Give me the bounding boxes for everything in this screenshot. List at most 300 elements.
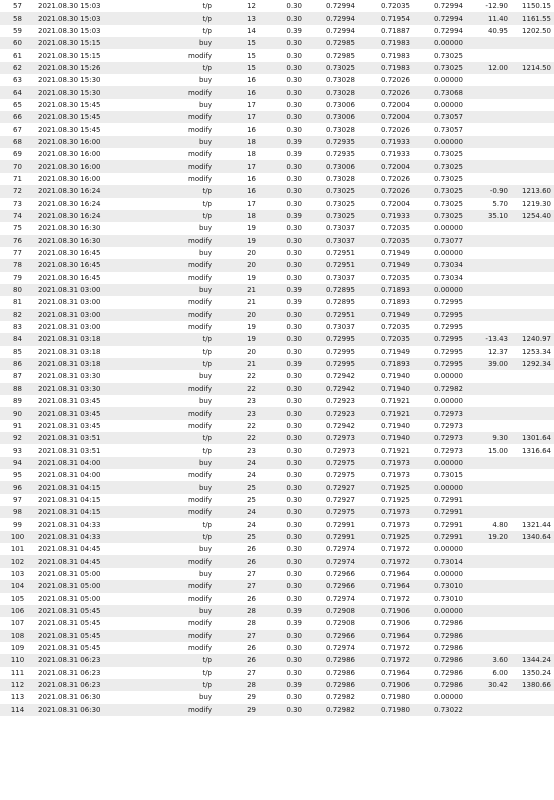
order-index-cell: 61 [13,51,22,60]
table-row[interactable] [0,185,554,197]
order-type-cell: t/p [202,656,212,665]
order-type-cell: modify [188,409,212,418]
order-tp-cell: 0.72973 [434,421,463,430]
order-balance-cell: 1380.66 [522,681,551,690]
order-type-cell: t/p [202,335,212,344]
order-profit-cell: 12.37 [487,347,508,356]
order-id-cell: 23 [247,397,256,406]
order-profit-cell [466,605,511,617]
order-time-cell: 2021.08.30 16:24 [38,187,101,196]
table-row[interactable] [0,642,554,654]
order-tp-cell: 0.73057 [434,113,463,122]
order-sl-cell: 0.71949 [381,249,410,258]
order-tp-cell: 0.72995 [434,335,463,344]
order-price-cell: 0.73028 [326,174,355,183]
order-sl-cell: 0.71940 [381,384,410,393]
order-id-cell: 23 [247,446,256,455]
table-row[interactable] [0,222,554,234]
order-balance-cell [511,630,554,642]
order-sl-cell: 0.71964 [381,569,410,578]
order-time-cell: 2021.08.30 16:30 [38,224,101,233]
order-tp-cell: 0.72994 [434,14,463,23]
order-sl-cell: 0.72035 [381,236,410,245]
table-row[interactable] [0,481,554,493]
order-balance-cell: 1253.34 [522,347,551,356]
order-index-cell: 87 [13,372,22,381]
order-balance-cell [511,617,554,629]
order-sl-cell: 0.71940 [381,421,410,430]
order-index-cell: 74 [13,212,22,221]
order-index-cell: 97 [13,495,22,504]
order-type-cell: buy [198,545,212,554]
order-profit-cell [466,148,511,160]
order-price-cell: 0.72975 [326,458,355,467]
order-index-cell: 112 [10,681,25,690]
order-id-cell: 27 [247,631,256,640]
order-profit-cell: 30.42 [487,681,508,690]
order-tp-cell: 0.72986 [434,668,463,677]
order-index-cell: 62 [13,63,22,72]
order-type-cell: modify [188,125,212,134]
order-id-cell: 26 [247,557,256,566]
order-profit-cell [466,99,511,111]
order-size-cell: 0.30 [286,76,302,85]
table-row[interactable] [0,420,554,432]
table-row[interactable] [0,605,554,617]
table-row[interactable] [0,284,554,296]
order-price-cell: 0.73037 [326,323,355,332]
table-row[interactable] [0,432,554,444]
order-index-cell: 98 [13,508,22,517]
table-row[interactable] [0,272,554,284]
order-id-cell: 16 [247,76,256,85]
order-type-cell: t/p [202,212,212,221]
table-row[interactable] [0,531,554,543]
order-sl-cell: 0.72026 [381,187,410,196]
table-row[interactable] [0,111,554,123]
order-time-cell: 2021.08.31 03:00 [38,310,101,319]
order-size-cell: 0.39 [286,619,302,628]
order-price-cell: 0.72986 [326,668,355,677]
table-row[interactable] [0,235,554,247]
table-row[interactable] [0,457,554,469]
order-id-cell: 21 [247,360,256,369]
order-tp-cell: 0.73025 [434,199,463,208]
table-row[interactable] [0,518,554,530]
order-type-cell: modify [188,619,212,628]
order-tp-cell: 0.72986 [434,644,463,653]
order-sl-cell: 0.72026 [381,88,410,97]
order-price-cell: 0.72942 [326,421,355,430]
order-sl-cell: 0.71964 [381,668,410,677]
order-profit-cell [466,370,511,382]
order-balance-cell [511,568,554,580]
order-price-cell: 0.72923 [326,397,355,406]
table-row[interactable] [0,358,554,370]
order-profit-cell [466,321,511,333]
order-time-cell: 2021.08.30 16:00 [38,174,101,183]
order-index-cell: 69 [13,150,22,159]
order-index-cell: 96 [13,483,22,492]
order-tp-cell: 0.72986 [434,631,463,640]
order-id-cell: 16 [247,187,256,196]
order-size-cell: 0.30 [286,63,302,72]
order-profit-cell [466,617,511,629]
order-id-cell: 27 [247,582,256,591]
order-balance-cell: 1321.44 [522,520,551,529]
order-size-cell: 0.30 [286,273,302,282]
order-type-cell: modify [188,557,212,566]
order-type-cell: modify [188,631,212,640]
order-time-cell: 2021.08.31 03:00 [38,323,101,332]
table-row[interactable] [0,136,554,148]
order-sl-cell: 0.71906 [381,607,410,616]
table-row[interactable] [0,346,554,358]
table-row[interactable] [0,0,554,12]
order-sl-cell: 0.71906 [381,681,410,690]
table-row[interactable] [0,667,554,679]
order-sl-cell: 0.72026 [381,76,410,85]
order-sl-cell: 0.71973 [381,520,410,529]
order-time-cell: 2021.08.30 15:03 [38,14,101,23]
order-size-cell: 0.30 [286,199,302,208]
order-index-cell: 106 [10,607,25,616]
order-type-cell: buy [198,224,212,233]
order-index-cell: 64 [13,88,22,97]
order-size-cell: 0.39 [286,286,302,295]
order-price-cell: 0.72895 [326,298,355,307]
order-time-cell: 2021.08.30 15:45 [38,125,101,134]
table-row[interactable] [0,617,554,629]
order-id-cell: 29 [247,693,256,702]
order-id-cell: 18 [247,150,256,159]
order-id-cell: 19 [247,335,256,344]
table-row[interactable] [0,37,554,49]
order-type-cell: buy [198,693,212,702]
order-balance-cell [511,642,554,654]
table-row[interactable] [0,99,554,111]
order-time-cell: 2021.08.31 04:33 [38,532,101,541]
order-time-cell: 2021.08.31 03:18 [38,347,101,356]
table-row[interactable] [0,173,554,185]
order-time-cell: 2021.08.31 04:15 [38,495,101,504]
table-row[interactable] [0,49,554,61]
order-type-cell: t/p [202,520,212,529]
order-price-cell: 0.73037 [326,273,355,282]
order-tp-cell: 0.73025 [434,187,463,196]
order-price-cell: 0.73025 [326,187,355,196]
order-size-cell: 0.30 [286,335,302,344]
order-size-cell: 0.30 [286,483,302,492]
order-profit-cell [466,506,511,518]
table-row[interactable] [0,568,554,580]
order-id-cell: 28 [247,681,256,690]
order-balance-cell: 1150.15 [522,2,551,11]
order-sl-cell: 0.71921 [381,409,410,418]
order-index-cell: 68 [13,137,22,146]
order-index-cell: 66 [13,113,22,122]
table-row[interactable] [0,148,554,160]
table-row[interactable] [0,370,554,382]
order-index-cell: 108 [10,631,25,640]
order-time-cell: 2021.08.31 05:45 [38,631,101,640]
order-type-cell: t/p [202,14,212,23]
order-tp-cell: 0.73025 [434,162,463,171]
table-row[interactable] [0,259,554,271]
order-tp-cell: 0.72986 [434,656,463,665]
order-sl-cell: 0.72004 [381,113,410,122]
order-price-cell: 0.73028 [326,125,355,134]
order-balance-cell [511,543,554,555]
order-time-cell: 2021.08.31 05:45 [38,644,101,653]
order-time-cell: 2021.08.31 03:18 [38,360,101,369]
order-size-cell: 0.30 [286,113,302,122]
order-id-cell: 19 [247,273,256,282]
order-price-cell: 0.72942 [326,384,355,393]
order-time-cell: 2021.08.31 03:00 [38,298,101,307]
order-profit-cell [466,407,511,419]
order-type-cell: modify [188,236,212,245]
order-balance-cell [511,605,554,617]
order-profit-cell: 9.30 [492,434,508,443]
order-size-cell: 0.39 [286,26,302,35]
table-row[interactable] [0,296,554,308]
order-profit-cell: 6.00 [492,668,508,677]
order-tp-cell: 0.72994 [434,26,463,35]
order-price-cell: 0.73025 [326,212,355,221]
order-price-cell: 0.72974 [326,594,355,603]
order-sl-cell: 0.71940 [381,372,410,381]
order-balance-cell [511,148,554,160]
order-type-cell: modify [188,298,212,307]
order-size-cell: 0.39 [286,212,302,221]
order-balance-cell [511,86,554,98]
order-id-cell: 23 [247,409,256,418]
order-price-cell: 0.72982 [326,693,355,702]
order-size-cell: 0.30 [286,224,302,233]
order-type-cell: modify [188,471,212,480]
order-price-cell: 0.72942 [326,372,355,381]
order-balance-cell [511,99,554,111]
order-size-cell: 0.30 [286,88,302,97]
table-row[interactable] [0,704,554,716]
order-tp-cell: 0.73025 [434,150,463,159]
order-id-cell: 26 [247,644,256,653]
order-type-cell: buy [198,483,212,492]
order-price-cell: 0.72927 [326,495,355,504]
order-size-cell: 0.30 [286,174,302,183]
order-balance-cell [511,49,554,61]
table-row[interactable] [0,407,554,419]
order-tp-cell: 0.72995 [434,323,463,332]
order-tp-cell: 0.73034 [434,273,463,282]
table-row[interactable] [0,679,554,691]
table-row[interactable] [0,309,554,321]
order-sl-cell: 0.71949 [381,310,410,319]
order-type-cell: t/p [202,2,212,11]
order-sl-cell: 0.72004 [381,162,410,171]
order-index-cell: 88 [13,384,22,393]
order-tp-cell: 0.72973 [434,434,463,443]
table-row[interactable] [0,630,554,642]
order-profit-cell [466,247,511,259]
table-row[interactable] [0,543,554,555]
order-balance-cell: 1301.64 [522,434,551,443]
order-price-cell: 0.73028 [326,88,355,97]
order-tp-cell: 0.73022 [434,705,463,714]
order-id-cell: 13 [247,14,256,23]
order-balance-cell [511,123,554,135]
table-row[interactable] [0,555,554,567]
order-tp-cell: 0.00000 [434,39,463,48]
order-index-cell: 72 [13,187,22,196]
order-id-cell: 20 [247,261,256,270]
order-price-cell: 0.72974 [326,644,355,653]
order-size-cell: 0.30 [286,409,302,418]
order-balance-cell [511,370,554,382]
order-index-cell: 107 [10,619,25,628]
order-id-cell: 26 [247,594,256,603]
order-profit-cell [466,296,511,308]
order-time-cell: 2021.08.30 16:30 [38,236,101,245]
order-type-cell: buy [198,372,212,381]
order-sl-cell: 0.71949 [381,261,410,270]
order-time-cell: 2021.08.31 04:45 [38,557,101,566]
table-row[interactable] [0,593,554,605]
table-row[interactable] [0,506,554,518]
table-row[interactable] [0,333,554,345]
order-profit-cell [466,86,511,98]
order-tp-cell: 0.72982 [434,384,463,393]
order-id-cell: 20 [247,347,256,356]
order-balance-cell: 1214.50 [522,63,551,72]
order-profit-cell [466,383,511,395]
order-size-cell: 0.30 [286,594,302,603]
order-size-cell: 0.30 [286,261,302,270]
order-index-cell: 104 [10,582,25,591]
table-row[interactable] [0,198,554,210]
order-price-cell: 0.72895 [326,286,355,295]
table-row[interactable] [0,12,554,24]
table-row[interactable] [0,691,554,703]
order-time-cell: 2021.08.30 15:30 [38,88,101,97]
table-row[interactable] [0,25,554,37]
order-price-cell: 0.72973 [326,446,355,455]
order-type-cell: modify [188,310,212,319]
order-type-cell: buy [198,286,212,295]
order-type-cell: t/p [202,187,212,196]
order-tp-cell: 0.73057 [434,125,463,134]
order-time-cell: 2021.08.30 16:00 [38,137,101,146]
order-type-cell: modify [188,51,212,60]
order-type-cell: buy [198,76,212,85]
order-time-cell: 2021.08.30 16:45 [38,273,101,282]
order-sl-cell: 0.71972 [381,594,410,603]
order-size-cell: 0.39 [286,298,302,307]
order-index-cell: 101 [10,545,25,554]
order-tp-cell: 0.72991 [434,520,463,529]
order-size-cell: 0.30 [286,520,302,529]
order-index-cell: 80 [13,286,22,295]
order-profit-cell [466,160,511,172]
order-type-cell: buy [198,39,212,48]
order-balance-cell [511,420,554,432]
order-time-cell: 2021.08.30 16:24 [38,212,101,221]
table-row[interactable] [0,654,554,666]
order-index-cell: 114 [10,705,25,714]
order-balance-cell [511,173,554,185]
table-row[interactable] [0,74,554,86]
order-id-cell: 16 [247,174,256,183]
order-size-cell: 0.30 [286,421,302,430]
order-tp-cell: 0.00000 [434,458,463,467]
order-index-cell: 81 [13,298,22,307]
order-id-cell: 19 [247,236,256,245]
order-type-cell: modify [188,508,212,517]
order-balance-cell [511,222,554,234]
order-price-cell: 0.72974 [326,557,355,566]
order-sl-cell: 0.71973 [381,471,410,480]
table-row[interactable] [0,62,554,74]
table-row[interactable] [0,580,554,592]
order-id-cell: 17 [247,100,256,109]
table-row[interactable] [0,321,554,333]
order-index-cell: 93 [13,446,22,455]
order-type-cell: t/p [202,434,212,443]
order-time-cell: 2021.08.31 03:51 [38,446,101,455]
table-row[interactable] [0,469,554,481]
order-balance-cell [511,593,554,605]
order-id-cell: 21 [247,286,256,295]
order-time-cell: 2021.08.31 06:23 [38,668,101,677]
order-sl-cell: 0.72004 [381,100,410,109]
order-id-cell: 17 [247,113,256,122]
order-id-cell: 15 [247,63,256,72]
table-row[interactable] [0,210,554,222]
order-sl-cell: 0.71906 [381,619,410,628]
order-id-cell: 24 [247,508,256,517]
order-time-cell: 2021.08.31 03:45 [38,421,101,430]
order-time-cell: 2021.08.30 16:45 [38,249,101,258]
order-tp-cell: 0.00000 [434,693,463,702]
order-profit-cell: 12.00 [487,63,508,72]
table-row[interactable] [0,123,554,135]
table-row[interactable] [0,247,554,259]
order-sl-cell: 0.72026 [381,125,410,134]
order-profit-cell [466,272,511,284]
order-tp-cell: 0.00000 [434,607,463,616]
table-row[interactable] [0,160,554,172]
order-tp-cell: 0.73077 [434,236,463,245]
order-id-cell: 22 [247,434,256,443]
order-size-cell: 0.30 [286,2,302,11]
order-index-cell: 100 [10,532,25,541]
table-row[interactable] [0,395,554,407]
table-row[interactable] [0,383,554,395]
table-row[interactable] [0,86,554,98]
order-sl-cell: 0.71925 [381,495,410,504]
order-index-cell: 57 [13,2,22,11]
order-time-cell: 2021.08.30 15:26 [38,63,101,72]
order-time-cell: 2021.08.31 03:45 [38,397,101,406]
order-size-cell: 0.30 [286,644,302,653]
order-balance-cell [511,580,554,592]
order-price-cell: 0.72908 [326,619,355,628]
table-row[interactable] [0,444,554,456]
table-row[interactable] [0,494,554,506]
order-index-cell: 65 [13,100,22,109]
order-size-cell: 0.30 [286,162,302,171]
